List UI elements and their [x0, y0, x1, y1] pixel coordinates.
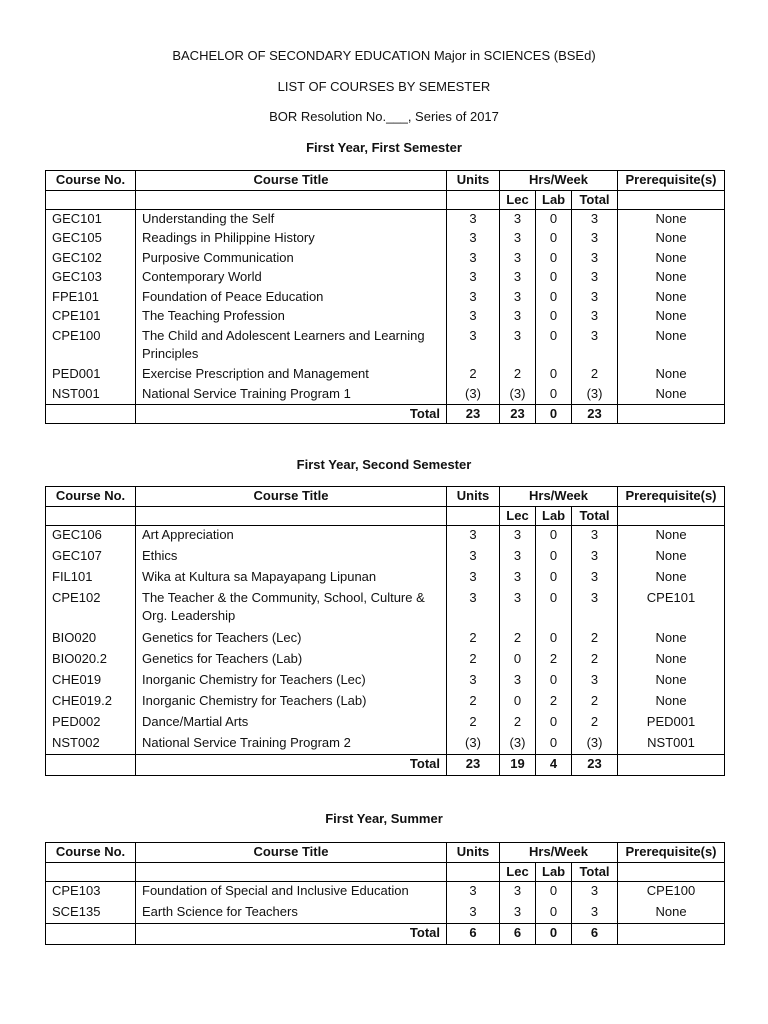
course-total-hours: 3: [572, 307, 618, 327]
total-units: 23: [447, 404, 500, 423]
course-lab-hours: 0: [536, 526, 572, 547]
course-units: 3: [447, 327, 500, 365]
course-lab-hours: 0: [536, 713, 572, 734]
semester-title: First Year, Second Semester: [296, 457, 472, 472]
course-prereq: None: [618, 229, 725, 249]
course-lec-hours: 3: [500, 268, 536, 288]
course-title: Inorganic Chemistry for Teachers (Lab): [136, 692, 447, 713]
col-lec: Lec: [500, 191, 536, 210]
course-title: Genetics for Teachers (Lec): [136, 629, 447, 650]
course-code: NST001: [46, 385, 136, 405]
total-row: [46, 404, 725, 423]
course-units: 3: [447, 903, 500, 924]
course-lec-hours: 2: [500, 713, 536, 734]
course-title: Art Appreciation: [136, 526, 447, 547]
course-prereq: None: [618, 650, 725, 671]
course-code: BIO020.2: [46, 650, 136, 671]
course-prereq: None: [618, 307, 725, 327]
course-title: Understanding the Self: [136, 210, 447, 230]
course-title: National Service Training Program 1: [136, 385, 447, 405]
total-label: Total: [136, 924, 447, 945]
course-units: 3: [447, 526, 500, 547]
table-row: [46, 692, 725, 713]
course-code: CPE102: [46, 589, 136, 629]
table-row: [46, 713, 725, 734]
subheader-row: [46, 191, 725, 210]
course-lab-hours: 0: [536, 547, 572, 568]
table-row: [46, 210, 725, 230]
table-row: [46, 882, 725, 903]
course-lab-hours: 0: [536, 671, 572, 692]
course-prereq: None: [618, 547, 725, 568]
course-lab-hours: 0: [536, 629, 572, 650]
course-lec-hours: 2: [500, 365, 536, 385]
course-total-hours: (3): [572, 385, 618, 405]
col-prereq-blank: [618, 863, 725, 882]
col-lab: Lab: [536, 863, 572, 882]
course-code: GEC106: [46, 526, 136, 547]
course-title: National Service Training Program 2: [136, 734, 447, 755]
course-prereq: None: [618, 249, 725, 269]
course-code: GEC101: [46, 210, 136, 230]
col-course-no-blank: [46, 507, 136, 526]
table-row: [46, 589, 725, 629]
col-course-title: Course Title: [136, 843, 447, 863]
col-course-title: Course Title: [136, 171, 447, 191]
course-lec-hours: 3: [500, 589, 536, 629]
course-lec-hours: 3: [500, 882, 536, 903]
total-prereq-blank: [618, 924, 725, 945]
course-total-hours: 2: [572, 365, 618, 385]
semester-title: First Year, First Semester: [306, 140, 462, 155]
col-prereq: Prerequisite(s): [618, 843, 725, 863]
course-units: 2: [447, 629, 500, 650]
course-units: 2: [447, 365, 500, 385]
course-title: Inorganic Chemistry for Teachers (Lec): [136, 671, 447, 692]
course-lab-hours: 0: [536, 385, 572, 405]
course-total-hours: 3: [572, 249, 618, 269]
col-units: Units: [447, 843, 500, 863]
course-units: 3: [447, 882, 500, 903]
course-total-hours: 2: [572, 692, 618, 713]
course-total-hours: 2: [572, 629, 618, 650]
course-total-hours: 3: [572, 327, 618, 365]
course-title: The Child and Adolescent Learners and Learning Principles: [136, 327, 447, 365]
course-code: FIL101: [46, 568, 136, 589]
col-course-no: Course No.: [46, 171, 136, 191]
table-row: [46, 288, 725, 308]
header-row: [46, 843, 725, 863]
course-lec-hours: 3: [500, 671, 536, 692]
total-label: Total: [136, 404, 447, 423]
total-units: 6: [447, 924, 500, 945]
course-code: NST002: [46, 734, 136, 755]
course-prereq: None: [618, 903, 725, 924]
course-code: GEC102: [46, 249, 136, 269]
col-course-no-blank: [46, 863, 136, 882]
course-table: [45, 170, 725, 424]
course-units: 3: [447, 268, 500, 288]
col-course-title-blank: [136, 507, 447, 526]
total-lec: 6: [500, 924, 536, 945]
course-title: Dance/Martial Arts: [136, 713, 447, 734]
course-title: Purposive Communication: [136, 249, 447, 269]
course-total-hours: 3: [572, 288, 618, 308]
total-row: [46, 924, 725, 945]
total-hours: 23: [572, 404, 618, 423]
table-row: [46, 385, 725, 405]
course-lec-hours: 3: [500, 210, 536, 230]
header-row: [46, 171, 725, 191]
total-blank: [46, 755, 136, 776]
course-code: GEC103: [46, 268, 136, 288]
table-row: [46, 671, 725, 692]
course-prereq: None: [618, 327, 725, 365]
course-lab-hours: 0: [536, 734, 572, 755]
course-lec-hours: 0: [500, 650, 536, 671]
table-row: [46, 229, 725, 249]
course-lab-hours: 0: [536, 249, 572, 269]
course-code: BIO020: [46, 629, 136, 650]
course-lec-hours: 3: [500, 229, 536, 249]
col-hrs-week: Hrs/Week: [500, 843, 618, 863]
course-title: Foundation of Peace Education: [136, 288, 447, 308]
col-course-no: Course No.: [46, 487, 136, 507]
course-title: The Teaching Profession: [136, 307, 447, 327]
table-row: [46, 568, 725, 589]
course-units: 3: [447, 229, 500, 249]
col-total: Total: [572, 507, 618, 526]
course-units: 3: [447, 307, 500, 327]
course-lab-hours: 0: [536, 288, 572, 308]
course-units: 3: [447, 671, 500, 692]
col-units: Units: [447, 487, 500, 507]
course-total-hours: 3: [572, 526, 618, 547]
course-code: CPE100: [46, 327, 136, 365]
course-total-hours: (3): [572, 734, 618, 755]
course-units: 3: [447, 547, 500, 568]
course-lec-hours: 3: [500, 903, 536, 924]
course-lab-hours: 0: [536, 903, 572, 924]
col-lec: Lec: [500, 507, 536, 526]
total-prereq-blank: [618, 755, 725, 776]
table-row: [46, 249, 725, 269]
course-total-hours: 3: [572, 229, 618, 249]
col-prereq: Prerequisite(s): [618, 171, 725, 191]
course-title: Foundation of Special and Inclusive Education: [136, 882, 447, 903]
total-label: Total: [136, 755, 447, 776]
course-units: 3: [447, 210, 500, 230]
total-units: 23: [447, 755, 500, 776]
course-lec-hours: 2: [500, 629, 536, 650]
course-lec-hours: 3: [500, 327, 536, 365]
col-units-blank: [447, 507, 500, 526]
course-title: Exercise Prescription and Management: [136, 365, 447, 385]
course-code: CHE019.2: [46, 692, 136, 713]
course-code: CHE019: [46, 671, 136, 692]
course-total-hours: 2: [572, 650, 618, 671]
course-lab-hours: 0: [536, 568, 572, 589]
course-title: Genetics for Teachers (Lab): [136, 650, 447, 671]
program-title: BACHELOR OF SECONDARY EDUCATION Major in SCIENCES (BSEd): [172, 48, 596, 63]
table-row: [46, 547, 725, 568]
table-row: [46, 903, 725, 924]
course-units: 3: [447, 589, 500, 629]
course-code: PED002: [46, 713, 136, 734]
table-row: [46, 365, 725, 385]
course-lab-hours: 0: [536, 589, 572, 629]
table-row: [46, 307, 725, 327]
course-lab-hours: 0: [536, 210, 572, 230]
col-units: Units: [447, 171, 500, 191]
course-prereq: CPE101: [618, 589, 725, 629]
course-prereq: None: [618, 629, 725, 650]
table-row: [46, 734, 725, 755]
course-title: Contemporary World: [136, 268, 447, 288]
course-lab-hours: 2: [536, 650, 572, 671]
header-row: [46, 487, 725, 507]
total-hours: 6: [572, 924, 618, 945]
course-units: (3): [447, 385, 500, 405]
course-lec-hours: 3: [500, 249, 536, 269]
course-total-hours: 3: [572, 882, 618, 903]
course-prereq: None: [618, 526, 725, 547]
course-lab-hours: 0: [536, 268, 572, 288]
total-lec: 19: [500, 755, 536, 776]
course-units: 2: [447, 650, 500, 671]
total-blank: [46, 404, 136, 423]
course-prereq: None: [618, 288, 725, 308]
table-row: [46, 327, 725, 365]
table-row: [46, 629, 725, 650]
col-units-blank: [447, 191, 500, 210]
table-row: [46, 650, 725, 671]
total-lab: 4: [536, 755, 572, 776]
course-prereq: None: [618, 365, 725, 385]
total-hours: 23: [572, 755, 618, 776]
course-lec-hours: 3: [500, 547, 536, 568]
course-table: [45, 486, 725, 776]
course-code: SCE135: [46, 903, 136, 924]
course-prereq: PED001: [618, 713, 725, 734]
course-lec-hours: 0: [500, 692, 536, 713]
course-lab-hours: 2: [536, 692, 572, 713]
col-lab: Lab: [536, 191, 572, 210]
total-prereq-blank: [618, 404, 725, 423]
course-prereq: None: [618, 268, 725, 288]
col-course-title-blank: [136, 863, 447, 882]
course-units: 3: [447, 568, 500, 589]
course-total-hours: 3: [572, 589, 618, 629]
list-title: LIST OF COURSES BY SEMESTER: [277, 79, 491, 94]
total-blank: [46, 924, 136, 945]
course-units: 3: [447, 249, 500, 269]
col-prereq-blank: [618, 507, 725, 526]
course-lab-hours: 0: [536, 307, 572, 327]
col-course-title-blank: [136, 191, 447, 210]
course-total-hours: 3: [572, 671, 618, 692]
course-title: The Teacher & the Community, School, Culture & Org. Leadership: [136, 589, 447, 629]
course-title: Ethics: [136, 547, 447, 568]
col-hrs-week: Hrs/Week: [500, 487, 618, 507]
course-lec-hours: 3: [500, 526, 536, 547]
course-title: Earth Science for Teachers: [136, 903, 447, 924]
col-total: Total: [572, 863, 618, 882]
course-lec-hours: (3): [500, 734, 536, 755]
table-row: [46, 268, 725, 288]
course-units: (3): [447, 734, 500, 755]
course-lec-hours: 3: [500, 307, 536, 327]
table-row: [46, 526, 725, 547]
course-code: CPE101: [46, 307, 136, 327]
course-code: FPE101: [46, 288, 136, 308]
course-code: GEC105: [46, 229, 136, 249]
course-total-hours: 3: [572, 547, 618, 568]
course-units: 2: [447, 713, 500, 734]
course-lec-hours: (3): [500, 385, 536, 405]
course-prereq: None: [618, 692, 725, 713]
total-lab: 0: [536, 924, 572, 945]
course-total-hours: 2: [572, 713, 618, 734]
course-code: PED001: [46, 365, 136, 385]
total-lec: 23: [500, 404, 536, 423]
course-lec-hours: 3: [500, 568, 536, 589]
course-prereq: None: [618, 210, 725, 230]
course-code: CPE103: [46, 882, 136, 903]
course-table: [45, 842, 725, 945]
resolution-line: BOR Resolution No.___, Series of 2017: [269, 109, 499, 124]
course-title: Wika at Kultura sa Mapayapang Lipunan: [136, 568, 447, 589]
col-lec: Lec: [500, 863, 536, 882]
course-total-hours: 3: [572, 210, 618, 230]
course-lab-hours: 0: [536, 365, 572, 385]
total-lab: 0: [536, 404, 572, 423]
col-prereq-blank: [618, 191, 725, 210]
course-prereq: None: [618, 385, 725, 405]
course-total-hours: 3: [572, 268, 618, 288]
col-course-no-blank: [46, 191, 136, 210]
course-units: 2: [447, 692, 500, 713]
course-prereq: None: [618, 568, 725, 589]
course-lab-hours: 0: [536, 882, 572, 903]
col-hrs-week: Hrs/Week: [500, 171, 618, 191]
col-total: Total: [572, 191, 618, 210]
col-lab: Lab: [536, 507, 572, 526]
course-lab-hours: 0: [536, 229, 572, 249]
course-code: GEC107: [46, 547, 136, 568]
course-total-hours: 3: [572, 903, 618, 924]
course-title: Readings in Philippine History: [136, 229, 447, 249]
col-course-title: Course Title: [136, 487, 447, 507]
total-row: [46, 755, 725, 776]
course-lec-hours: 3: [500, 288, 536, 308]
course-prereq: NST001: [618, 734, 725, 755]
course-units: 3: [447, 288, 500, 308]
semester-title: First Year, Summer: [325, 811, 443, 826]
subheader-row: [46, 863, 725, 882]
col-course-no: Course No.: [46, 843, 136, 863]
course-prereq: CPE100: [618, 882, 725, 903]
course-total-hours: 3: [572, 568, 618, 589]
course-prereq: None: [618, 671, 725, 692]
col-units-blank: [447, 863, 500, 882]
col-prereq: Prerequisite(s): [618, 487, 725, 507]
subheader-row: [46, 507, 725, 526]
course-lab-hours: 0: [536, 327, 572, 365]
